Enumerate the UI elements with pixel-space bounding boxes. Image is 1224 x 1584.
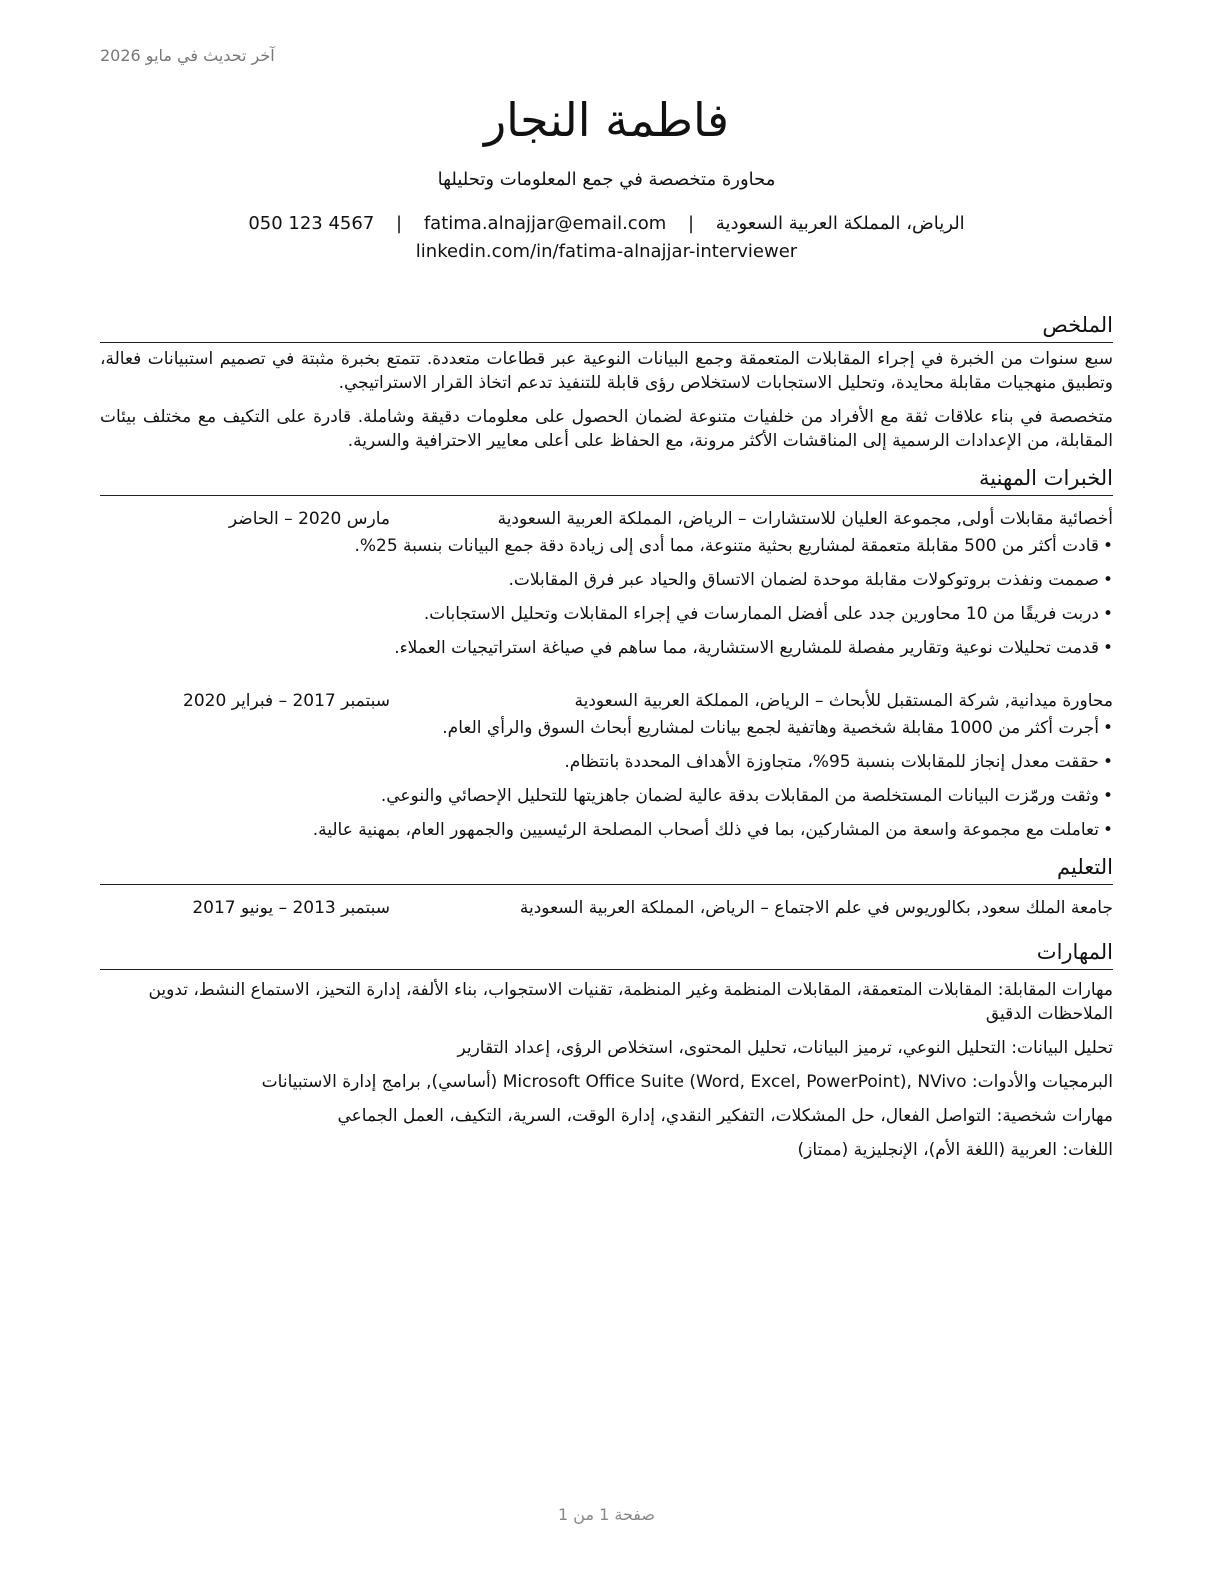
contact-line-primary <box>100 210 1113 238</box>
job-title: محاورة ميدانية, شركة المستقبل للأبحاث – الرياض، المملكة العربية السعودية <box>574 691 1113 711</box>
bullet-icon: • <box>1102 536 1113 556</box>
contact-separator: | <box>687 213 695 234</box>
candidate-headline: محاورة متخصصة في جمع المعلومات وتحليلها <box>437 169 776 190</box>
job-entry <box>100 688 1113 842</box>
education-section <box>100 852 1113 921</box>
resume-page <box>100 0 1113 1584</box>
skills-line: مهارات المقابلة: المقابلات المتعمقة، المقابلات المنظمة وغير المنظمة، تقنيات الاستجواب، بناء الألفة، إدارة التحيز، الاستماع النشط، تدوين الملاحظات الدقيق <box>148 980 1113 1024</box>
bullet-icon: • <box>1102 752 1113 772</box>
job-entry <box>100 506 1113 660</box>
section-title-education: التعليم <box>100 852 1113 885</box>
section-title-summary: الملخص <box>100 310 1113 343</box>
skills-line: تحليل البيانات: التحليل النوعي، ترميز البيانات، تحليل المحتوى، استخلاص الرؤى، إعداد التقارير <box>457 1038 1113 1058</box>
list-item <box>100 750 1113 774</box>
list-item <box>100 716 1113 740</box>
bullet-text: حققت معدل إنجاز للمقابلات بنسبة 95%، متجاوزة الأهداف المحددة بانتظام. <box>564 752 1099 772</box>
contact-separator: | <box>396 213 403 234</box>
list-item <box>100 602 1113 626</box>
resume-content <box>100 310 1113 1172</box>
phone-number: 050 123 4567 <box>248 213 375 234</box>
skills-section <box>100 937 1113 1162</box>
summary-section <box>100 310 1113 453</box>
job-bullets <box>100 716 1113 842</box>
page-number: صفحة 1 من 1 <box>558 1505 655 1524</box>
linkedin-link[interactable]: linkedin.com/in/fatima-alnajjar-interviewer <box>415 241 798 262</box>
job-header <box>100 506 1113 532</box>
skills-line: مهارات شخصية: التواصل الفعال، حل المشكلات، التفكير النقدي، إدارة الوقت، السرية، التكيف، العمل الجماعي <box>337 1106 1113 1126</box>
bullet-text: أجرت أكثر من 1000 مقابلة شخصية وهاتفية لجمع بيانات لمشاريع أبحاث السوق والرأي العام. <box>442 718 1099 738</box>
section-title-experience: الخبرات المهنية <box>100 463 1113 496</box>
education-title: جامعة الملك سعود, بكالوريوس في علم الاجتماع – الرياض، المملكة العربية السعودية <box>519 898 1113 918</box>
summary-paragraph: سبع سنوات من الخبرة في إجراء المقابلات المتعمقة وجمع البيانات النوعية عبر قطاعات متعددة. تتمتع بخبرة مثبتة في تصميم استبيانات فعالة، وتطبيق منهجيات مقابلة محايدة، وتحليل الاستجابات لاستخلاص رؤى قابلة للتنفيذ تدعم اتخاذ القرار الاستراتيجي. <box>100 349 1113 393</box>
bullet-text: قادت أكثر من 500 مقابلة متعمقة لمشاريع بحثية متنوعة، مما أدى إلى زيادة دقة جمع البيانات بنسبة 25%. <box>354 536 1099 556</box>
list-item <box>100 818 1113 842</box>
job-dates: سبتمبر 2017 – فبراير 2020 <box>183 691 390 711</box>
section-title-skills: المهارات <box>100 937 1113 970</box>
bullet-icon: • <box>1102 718 1113 738</box>
bullet-text: تعاملت مع مجموعة واسعة من المشاركين، بما في ذلك أصحاب المصلحة الرئيسيين والجمهور العام، بمهنية عالية. <box>312 820 1099 840</box>
bullet-icon: • <box>1102 820 1113 840</box>
list-item <box>100 534 1113 558</box>
bullet-text: قدمت تحليلات نوعية وتقارير مفصلة للمشاريع الاستشارية، مما ساهم في صياغة استراتيجيات العملاء. <box>394 638 1099 658</box>
resume-header <box>100 90 1113 266</box>
job-title: أخصائية مقابلات أولى, مجموعة العليان للاستشارات – الرياض، المملكة العربية السعودية <box>497 509 1113 529</box>
experience-section <box>100 463 1113 842</box>
bullet-text: صممت ونفذت بروتوكولات مقابلة موحدة لضمان الاتساق والحياد عبر فرق المقابلات. <box>508 570 1099 590</box>
location-text: الرياض، المملكة العربية السعودية <box>715 213 965 234</box>
skills-line: اللغات: العربية (اللغة الأم)، الإنجليزية (ممتاز) <box>797 1140 1113 1160</box>
bullet-icon: • <box>1102 604 1113 624</box>
list-item <box>100 784 1113 808</box>
last-updated-note: آخر تحديث في مايو 2026 <box>100 46 275 65</box>
bullet-icon: • <box>1102 786 1113 806</box>
contact-line-secondary <box>100 238 1113 266</box>
job-header <box>100 688 1113 714</box>
skills-line: البرمجيات والأدوات: Microsoft Office Suite (Word, Excel, PowerPoint), NVivo (أساسي), برامج إدارة الاستبيانات <box>261 1072 1113 1092</box>
contact-info <box>100 210 1113 266</box>
job-bullets <box>100 534 1113 660</box>
list-item <box>100 568 1113 592</box>
candidate-name: فاطمة النجار <box>483 93 730 147</box>
bullet-icon: • <box>1102 638 1113 658</box>
summary-paragraph: متخصصة في بناء علاقات ثقة مع الأفراد من خلفيات متنوعة لضمان الحصول على معلومات دقيقة وشاملة. قادرة على التكيف مع مختلف بيئات المقابلة، من الإعدادات الرسمية إلى المناقشات الأكثر مرونة، مع الحفاظ على أعلى معايير الاحترافية والسرية. <box>100 407 1113 451</box>
bullet-text: وثقت ورمّزت البيانات المستخلصة من المقابلات بدقة عالية لضمان جاهزيتها للتحليل الإحصائي والنوعي. <box>380 786 1099 806</box>
job-dates: مارس 2020 – الحاضر <box>228 509 390 529</box>
education-dates: سبتمبر 2013 – يونيو 2017 <box>192 898 390 918</box>
bullet-text: دربت فريقًا من 10 محاورين جدد على أفضل الممارسات في إجراء المقابلات وتحليل الاستجابات. <box>423 604 1099 624</box>
bullet-icon: • <box>1102 570 1113 590</box>
education-entry <box>100 895 1113 921</box>
email-link[interactable]: fatima.alnajjar@email.com <box>423 213 667 234</box>
list-item <box>100 636 1113 660</box>
